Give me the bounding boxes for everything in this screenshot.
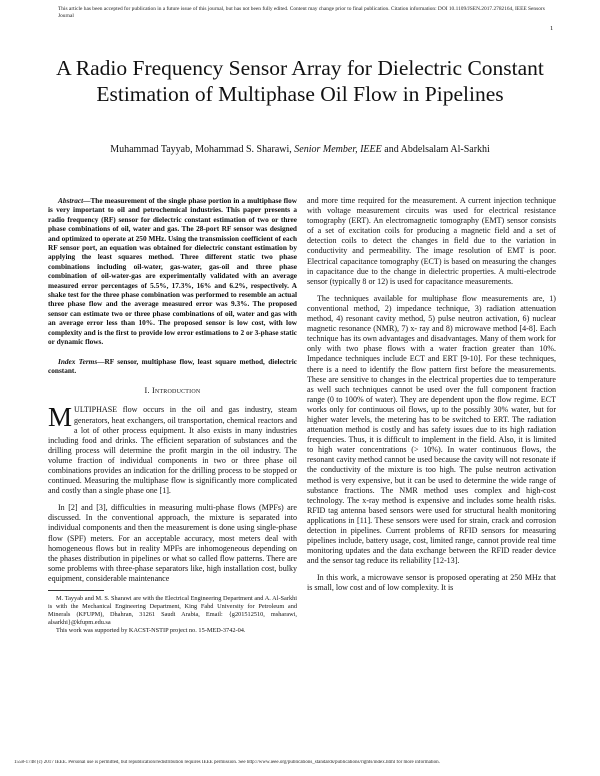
authors-membership: Senior Member, IEEE [294,144,382,155]
authors-last: and Abdelsalam Al-Sarkhi [384,144,490,155]
footnote-funding: This work was supported by KACST-NSTIP project no. 15-MED-3742-04. [56,627,246,634]
drop-cap-letter: M [48,402,73,433]
page-number: 1 [550,25,554,32]
index-terms-text: —RF sensor, multiphase flow, least square method, dielectric constant. [48,356,297,375]
intro-paragraph-2: In [2] and [3], difficulties in measuring multi-phase flows (MPFs) are discussed. In the conventional approach, the mixture is separated into individual components and then the measurement is done using single-phase flow (SPF) meters. For an acceptable accuracy, most meters deal with homogeneous flows but in reality MPFs are inhomogeneous depending on the phases distribution in pipelines or what so called flow patterns. There are some problems with three-phase separators like, high installation cost, bulky equipment, considerable maintenance [48,503,297,583]
intro-lead-word: ULTIPHASE [74,405,118,415]
index-terms [48,357,297,376]
section-heading-introduction [48,386,297,396]
author-line [40,144,560,155]
right-paragraph-3: In this work, a microwave sensor is proposed operating at 250 MHz that is small, low cost and of low complexity. It is [307,573,556,593]
abstract-text: —The measurement of the single phase portion in a multiphase flow is very important to oil and petrochemical industries. This paper presents a radio frequency (RF) sensor for dielectric constant estimation of two or three phase combinations of oil, water and gas. The 28-port RF sensor was designed and optimized to operate at 250 MHz. Using the transmission coefficient of each RF sensor port, an equation was obtained for dielectric constant estimation by applying the least squares method. Three different static two phase combinations including oil-water, gas-water, gas-oil and three phase combination of oil-water-gas are experimentally validated with an average measured error percentages of 5.5%, 17.3%, 16% and 6.2%, respectively. A shake test for the three phase combination was performed to resemble an actual three phase flow and the average measured error was 9.3%. The proposed sensor can estimate two or three phase combinations of oil, water and gas with an average error less than 10%. The proposed sensor is low cost, with low complexity and is the first to provide low error estimations to 2 or 3-phase static or dynamic flows. [48,196,297,347]
accepted-article-notice: This article has been accepted for publication in a future issue of this journal, but has not been fully edited. Content may change prior to final publication. Citation information: DOI 10.1109/JSEN.2017.2782164, IEEE Sensors Journal [58,6,545,20]
paper-title: A Radio Frequency Sensor Array for Dielectric Constant Estimation of Multiphase Oil Flow in Pipelines [56,56,544,106]
right-column [307,196,556,594]
authors-main: Muhammad Tayyab, Mohammad S. Sharawi, [110,144,292,155]
intro-paragraph-1-text: flow occurs in the oil and gas industry, steam generators, heat exchangers, oil transportation, chemical reactors and a lot of other process equipment. It also exists in many industries including food and drinks. The efficient separation of substances and the drilling process will determine the profit margin in the oil industry. The volume fraction of individual components in two or three phase oil combinations provides an indication for the drilling process to be stopped or continued. Measuring the multiphase flow is significantly more complicated and costly than a single phase one [1]. [48,405,297,496]
abstract [48,196,297,347]
footnote-affiliations: M. Tayyab and M. S. Sharawi are with the Electrical Engineering Department and A. Al-Sarkhi is with the Mechanical Engineering Department, King Fahd University for Petroleum and Minerals (KFUPM), Dhahran, 31261 Saudi Arabia, Email: {g201512510, msharawi, alsarkhi}@kfupm.edu.sa [48,595,297,626]
index-terms-label: Index Terms [58,356,98,366]
intro-paragraph-1 [48,402,297,496]
copyright-footer: 1558-1748 (c) 2017 IEEE. Personal use is permitted, but republication/redistribution requires IEEE permission. See http://www.ieee.org/publications_standards/publications/rights/index.html for more information. [14,760,440,765]
section-title: Introduction [151,386,201,396]
footnote-divider [48,590,104,591]
section-number: I. [144,386,150,396]
left-column [48,196,297,635]
right-paragraph-2: The techniques available for multiphase flow measurements are, 1) conventional method, 2) impedance technique, 3) radiation attenuation method, 4) resonant cavity method, 5) pulse neutron activation, 6) nuclear magnetic resonance (NMR), 7) x- ray and 8) microwave method [4-8]. Each technique has its own advantages and disadvantages. Many of them work for only with two phase flows with a water fraction greater than 10%. Impedance techniques include ECT and ERT [9-10]. For these techniques, there is a need to identify the flow pattern first before the measurements. These are sensitive to changes in the electrical properties due to temperature as well such techniques cannot be used over the full component fraction range (0 to 100% of water). They are dependent upon the flow regime. ECT works only for continuous oil flows, up to the possibly 30% water, but for higher water levels, the metering has to be switched to ERT. The radiation attenuation method is costly and has safety issues due to its high radiation frequencies. Thus, it is difficult to implement in the field. Also, it is limited to high water concentrations (> 10%). In water continuous flows, the resonant cavity method cannot be used because the cavity will not resonate if the conductivity of the mixture is too high. The pulse neutron activation method is very expensive, but it can be used to determine the wide range of substance fractions. The NMR method uses complex and high-cost technology. The x-ray method is expensive and includes some health risks. RFID tag antenna based sensors were used for structural health monitoring applications in [11]. These sensors were used for strain, crack and corrosion detection in pipelines. Current problems of RFID sensors for measuring pipelines include, battery usage, cost, limited range, cannot provide real time monitoring updates and the data exchange between the RFID reader device and the sensor tag reduce its reliability [12-13]. [307,293,556,566]
abstract-label: Abstract [58,196,84,205]
right-paragraph-1: and more time required for the measurement. A current injection technique with voltage measurement circuits was used for electrical resistance tomography (ERT). An electromagnetic tomography (EMT) sensor consists of a set of excitation coils for producing a magnetic field and a set of detection coils to detect the changes in field due to the variation in conductivity and permeability. The image resolution of EMT is poor. Electrical capacitance tomography (ECT) is based on measuring the changes in capacitance due to the change in dielectric properties. A multi-electrode sensor (typically 8 or 12) is used for capacitance measurements. [307,196,556,286]
